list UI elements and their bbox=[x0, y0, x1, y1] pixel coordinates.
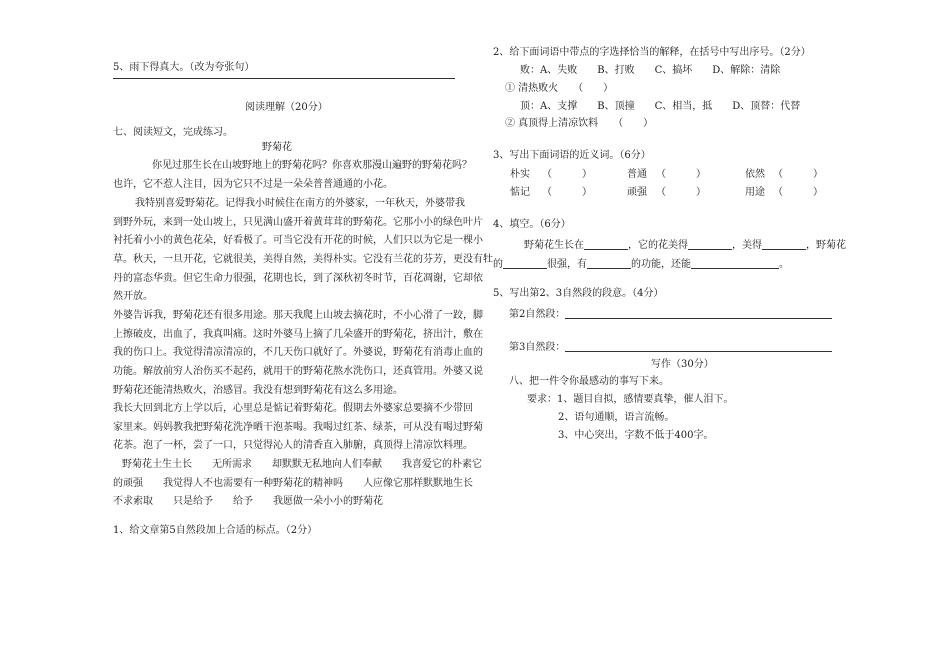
synonym-word: 用途 bbox=[745, 187, 765, 198]
article-para-3-line: 外婆告诉我，野菊花还有很多用途。那天我爬上山坡去摘花时，不小心滑了一跤，脚 bbox=[113, 310, 483, 321]
writing-requirement-1: 要求：1、题目自拟，感情要真挚，催人泪下。 bbox=[527, 394, 734, 405]
q2-item-1: ① 清热败火 （ ） bbox=[505, 83, 614, 94]
synonym-answer-blank[interactable]: （ ） bbox=[773, 187, 823, 198]
article-para-3-line: 上擦破皮，出血了，我真叫痛。这时外婆马上摘了几朵盛开的野菊花，挤出汁，敷在 bbox=[113, 329, 483, 340]
article-para-2-line: 丹的富态华贵。但它生命力很强，花期也长，到了深秋初冬时节，百花凋谢，它却依 bbox=[113, 273, 483, 284]
q5-para-2-answer-line[interactable] bbox=[565, 318, 832, 319]
q5-para-2-label: 第2自然段： bbox=[509, 309, 566, 320]
fill-blank[interactable] bbox=[587, 258, 631, 269]
synonym-word: 顽强 bbox=[627, 187, 647, 198]
q4-text: 很强，有 bbox=[547, 259, 587, 270]
article-para-2-line: 草。秋天，一旦开花，它就很美，美得自然，美得朴实。它没有兰花的芬芳，更没有牡 bbox=[113, 254, 493, 265]
article-para-1-line: 也许，它不惹人注目，因为它只不过是一朵朵普普通通的小花。 bbox=[113, 179, 393, 190]
fill-blank[interactable] bbox=[762, 239, 806, 250]
synonym-word: 普通 bbox=[627, 169, 647, 180]
reading-section-title: 阅读理解（20分） bbox=[245, 102, 328, 113]
article-para-4-line: 花茶。泡了一杯，尝了一口，只觉得沁人的清香直入肺腑，真顶得上清凉饮料理。 bbox=[113, 440, 473, 451]
q4-text: ，美得 bbox=[732, 240, 762, 251]
article-para-4-line: 我长大回到北方上学以后，心里总是惦记着野菊花。假期去外婆家总要摘不少带回 bbox=[113, 403, 473, 414]
q4-text: 的 bbox=[493, 259, 503, 270]
q2-meaning-ding: 顶：A、支撑 B、顶撞 C、相当，抵 D、顶替：代替 bbox=[520, 101, 801, 112]
article-para-4-line: 家里来。妈妈教我把野菊花洗净晒干泡茶喝。我喝过红茶、绿茶，可从没有喝过野菊 bbox=[113, 422, 483, 433]
fill-blank[interactable] bbox=[688, 239, 732, 250]
synonym-word: 依然 bbox=[745, 169, 765, 180]
question-5-header: 5、写出第2、3自然段的段意。（4分） bbox=[493, 288, 664, 299]
q4-text: 的功能，还能 bbox=[631, 259, 691, 270]
part-8-header: 八、把一件令你最感动的事写下来。 bbox=[509, 376, 669, 387]
article-para-3-line: 功能。解放前穷人治伤买不起药，就用干的野菊花熬水洗伤口，还真管用。外婆又说 bbox=[113, 366, 483, 377]
q4-fill-line-2 bbox=[493, 258, 789, 270]
article-para-5-line: 不求索取 只是给予 给予 我愿做一朵小小的野菊花 bbox=[113, 496, 383, 507]
article-para-3-line: 野菊花还能清热败火，治感冒。我没有想到野菊花有这么多用途。 bbox=[113, 385, 403, 396]
writing-section-title: 写作（30分） bbox=[651, 359, 714, 370]
synonym-word: 惦记 bbox=[510, 187, 530, 198]
article-title: 野菊花 bbox=[262, 142, 292, 153]
article-para-5-line: 的顽强 我觉得人不也需要有一种野菊花的精神吗 人应像它那样默默地生长 bbox=[113, 478, 473, 489]
q4-text: ，野菊花 bbox=[806, 240, 846, 251]
part-7-header: 七、阅读短文，完成练习。 bbox=[113, 127, 233, 138]
question-2-header: 2、给下面词语中带点的字选择恰当的解释，在括号中写出序号。（2分） bbox=[493, 47, 811, 58]
question-5-rewrite: 5、雨下得真大。（改为夸张句） bbox=[113, 62, 255, 73]
question-4-header: 4、填空。（6分） bbox=[493, 219, 571, 230]
q5-para-3-answer-line[interactable] bbox=[565, 351, 832, 352]
article-para-2-line: 衬托着小小的黄色花朵，好看极了。可当它没有开花的时候，人们只以为它是一棵小 bbox=[113, 235, 483, 246]
answer-line bbox=[113, 78, 455, 79]
article-para-2-line: 然开放。 bbox=[113, 291, 153, 302]
synonym-answer-blank[interactable]: （ ） bbox=[773, 169, 823, 180]
article-para-2-line: 我特别喜爱野菊花。记得我小时候住在南方的外婆家，一年秋天，外婆带我 bbox=[135, 198, 465, 209]
q2-meaning-bai: 败：A、失败 B、打败 C、搞坏 D、解除：清除 bbox=[520, 65, 781, 76]
writing-requirement-2: 2、语句通顺，语言流畅。 bbox=[558, 412, 675, 423]
synonym-answer-blank[interactable]: （ ） bbox=[656, 187, 706, 198]
fill-blank[interactable] bbox=[584, 239, 628, 250]
q4-text: ，它的花美得 bbox=[628, 240, 688, 251]
q5-para-3-label: 第3自然段： bbox=[509, 342, 566, 353]
synonym-answer-blank[interactable]: （ ） bbox=[656, 169, 706, 180]
q2-item-2: ② 真顶得上清凉饮料 （ ） bbox=[505, 118, 654, 129]
article-para-1-line: 你见过那生长在山坡野地上的野菊花吗？你喜欢那漫山遍野的野菊花吗？ bbox=[152, 160, 472, 171]
question-1-punctuation: 1、给文章第5自然段加上合适的标点。（2分） bbox=[113, 525, 318, 536]
synonym-answer-blank[interactable]: （ ） bbox=[542, 169, 592, 180]
question-3-header: 3、写出下面词语的近义词。（6分） bbox=[493, 150, 651, 161]
fill-blank[interactable] bbox=[503, 258, 547, 269]
q4-fill-line-1 bbox=[524, 239, 846, 251]
q4-text: 野菊花生长在 bbox=[524, 240, 584, 251]
writing-requirement-3: 3、中心突出，字数不低于400字。 bbox=[558, 430, 714, 441]
article-para-5-line: 野菊花土生土长 无所需求 却默默无私地向人们奉献 我喜爱它的朴素它 bbox=[122, 459, 482, 470]
synonym-word: 朴实 bbox=[510, 169, 530, 180]
fill-blank[interactable] bbox=[691, 258, 779, 269]
article-para-3-line: 我的伤口上。我觉得清凉清凉的，不几天伤口就好了。外婆说，野菊花有消毒止血的 bbox=[113, 347, 483, 358]
synonym-answer-blank[interactable]: （ ） bbox=[542, 187, 592, 198]
article-para-2-line: 到野外玩，来到一处山坡上，只见满山盛开着黄茸茸的野菊花。它那小小的绿色叶片 bbox=[113, 217, 483, 228]
q4-text: 。 bbox=[779, 259, 789, 270]
